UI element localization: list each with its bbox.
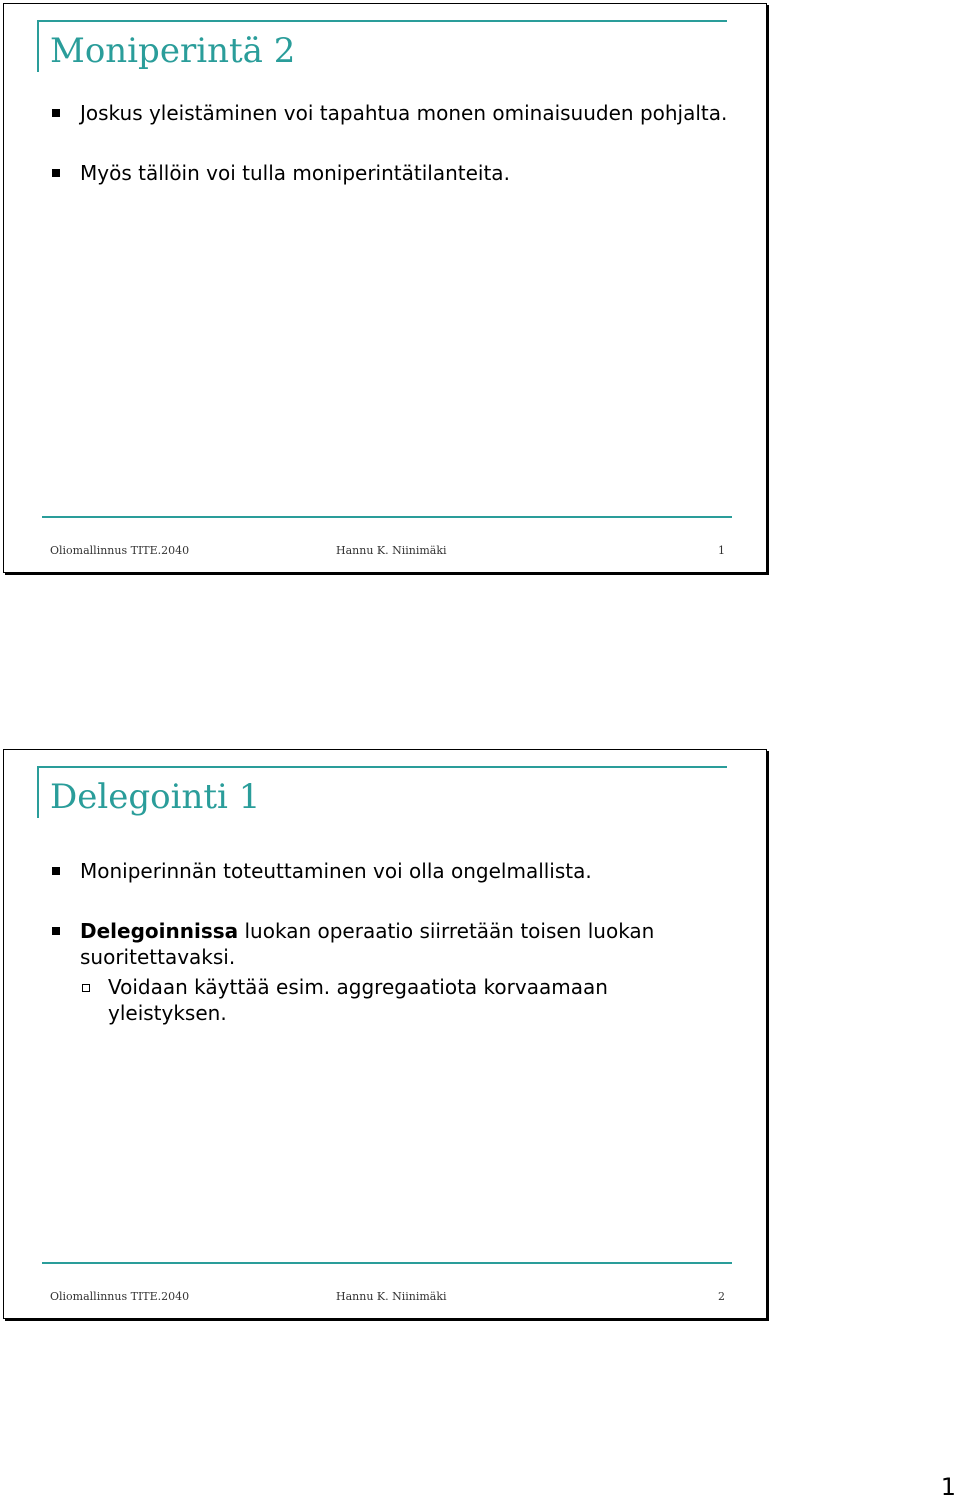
footer-slide-number: 2 xyxy=(718,1290,725,1303)
footer-course: Oliomallinnus TITE.2040 xyxy=(50,1290,190,1303)
bullet-bold-term: Delegoinnissa xyxy=(80,919,239,943)
bullet-list xyxy=(50,858,730,1060)
title-rule-horizontal xyxy=(37,20,727,22)
footer-rule xyxy=(42,1262,732,1264)
hollow-square-bullet-icon xyxy=(82,984,90,992)
slide-title: Delegointi 1 xyxy=(50,777,261,817)
title-rule-vertical xyxy=(37,766,39,818)
bullet-list xyxy=(50,100,730,220)
slide-2 xyxy=(3,749,767,1319)
square-bullet-icon xyxy=(52,109,60,117)
bullet-text: Joskus yleistäminen voi tapahtua monen ominaisuuden pohjalta. xyxy=(80,101,728,125)
footer-rule xyxy=(42,516,732,518)
bullet-item xyxy=(50,100,730,126)
slide-title: Moniperintä 2 xyxy=(50,31,296,71)
bullet-text: luokan operaatio siirretään toisen luokan suoritettavaksi. xyxy=(80,919,655,969)
slide-1 xyxy=(3,3,767,573)
footer-author: Hannu K. Niinimäki xyxy=(336,1290,447,1303)
bullet-item xyxy=(50,160,730,186)
footer-course: Oliomallinnus TITE.2040 xyxy=(50,544,190,557)
square-bullet-icon xyxy=(52,867,60,875)
sub-bullet-item xyxy=(50,974,730,1026)
footer-slide-number: 1 xyxy=(718,544,725,557)
bullet-item xyxy=(50,918,730,1026)
square-bullet-icon xyxy=(52,169,60,177)
page-number: 1 xyxy=(940,1473,956,1501)
title-rule-vertical xyxy=(37,20,39,72)
title-rule-horizontal xyxy=(37,766,727,768)
bullet-text: Moniperinnän toteuttaminen voi olla ongelmallista. xyxy=(80,859,592,883)
bullet-text: Myös tällöin voi tulla moniperintätilanteita. xyxy=(80,161,510,185)
sub-bullet-text: Voidaan käyttää esim. aggregaatiota korvaamaan yleistyksen. xyxy=(108,975,608,1025)
footer-author: Hannu K. Niinimäki xyxy=(336,544,447,557)
bullet-item xyxy=(50,858,730,884)
square-bullet-icon xyxy=(52,927,60,935)
